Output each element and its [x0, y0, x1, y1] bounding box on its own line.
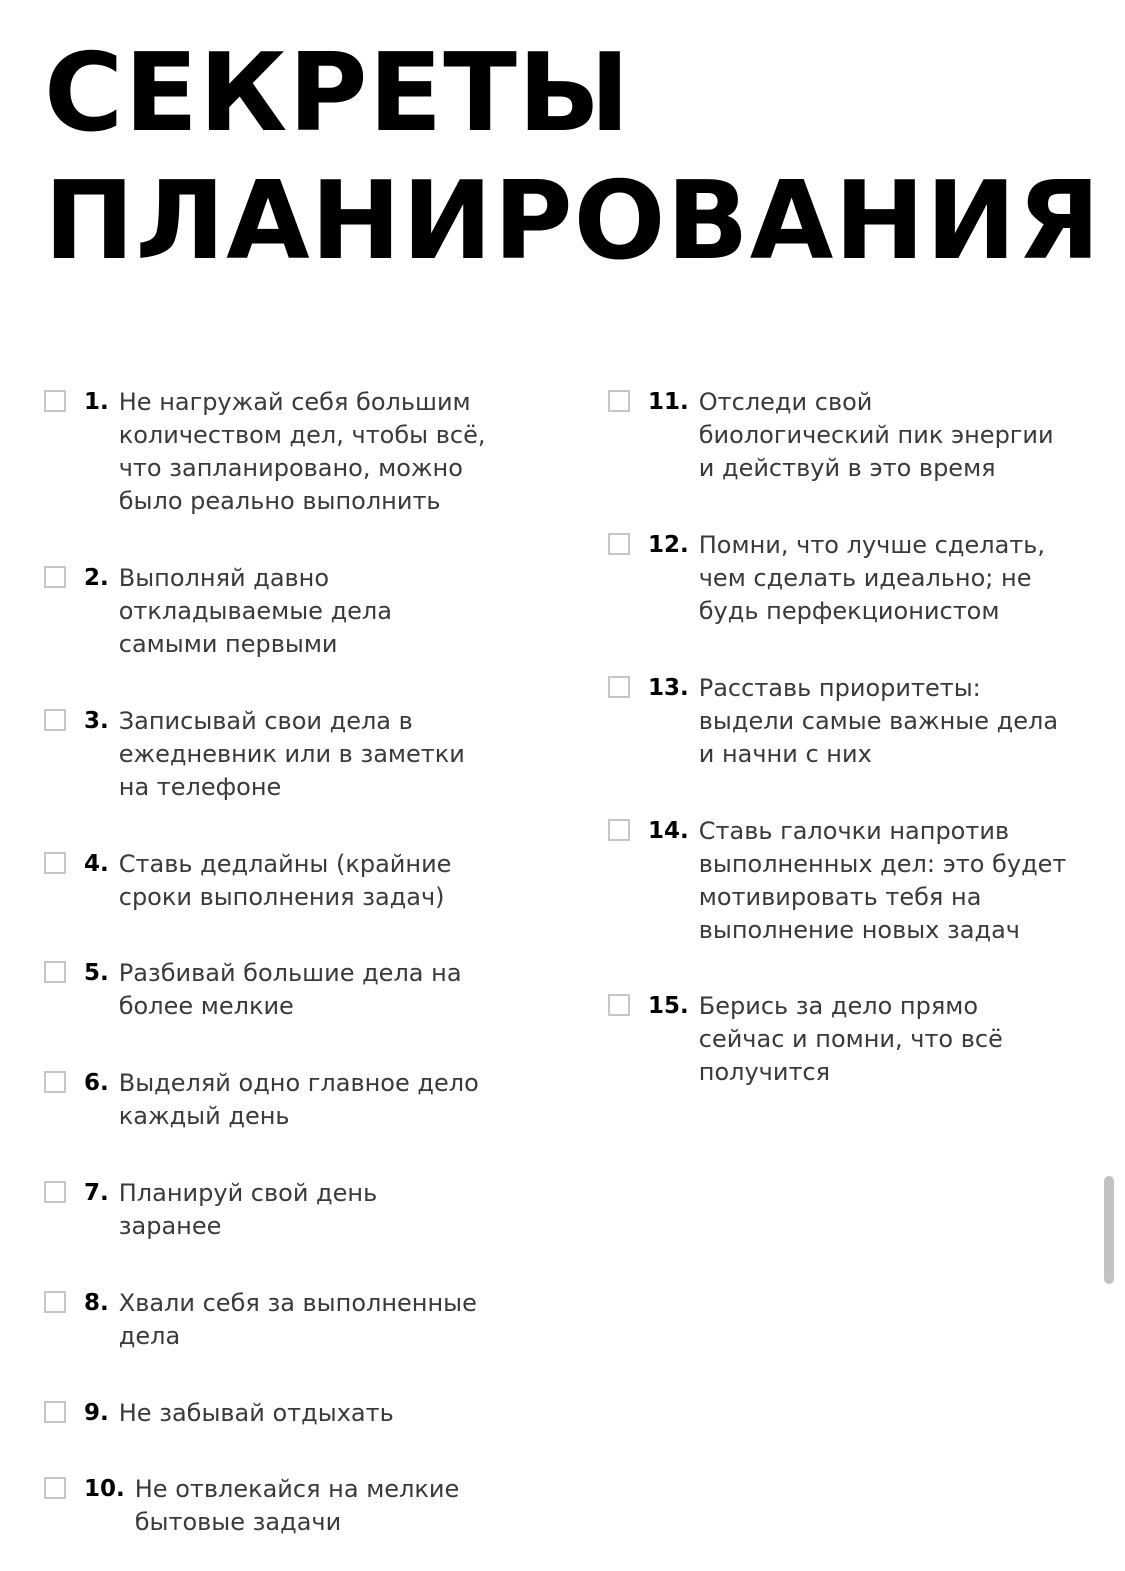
- checklist-item-13: [608, 672, 1088, 771]
- item-number: 5.: [84, 960, 109, 986]
- item-number: 12.: [648, 532, 689, 558]
- item-number: 4.: [84, 851, 109, 877]
- checklist-item-11: [608, 386, 1088, 485]
- item-text: Выделяй одно главное дело каждый день: [118, 1069, 479, 1130]
- item-number: 2.: [84, 565, 109, 591]
- checkbox-6[interactable]: [44, 1071, 66, 1093]
- checkbox-9[interactable]: [44, 1401, 66, 1423]
- item-number: 14.: [648, 818, 689, 844]
- checklist-item-5: [44, 957, 524, 1023]
- item-text: Разбивай большие дела на более мелкие: [118, 959, 462, 1020]
- checkbox-1[interactable]: [44, 390, 66, 412]
- item-text: Берись за дело прямо сейчас и помни, что всё получится: [698, 992, 1003, 1086]
- item-text: Помни, что лучше сделать, чем сделать идеально; не будь перфекционистом: [698, 531, 1046, 625]
- checkbox-13[interactable]: [608, 676, 630, 698]
- item-number: 13.: [648, 675, 689, 701]
- checklist-item-6: [44, 1067, 524, 1133]
- item-number: 1.: [84, 389, 109, 415]
- checkbox-5[interactable]: [44, 961, 66, 983]
- checkbox-11[interactable]: [608, 390, 630, 412]
- item-text: Не забывай отдыхать: [118, 1399, 394, 1427]
- checkbox-10[interactable]: [44, 1477, 66, 1499]
- checklist-item-3: [44, 705, 524, 804]
- item-text: Расставь приоритеты: выдели самые важные дела и начни с них: [698, 674, 1059, 768]
- scrollbar-thumb[interactable]: [1104, 1176, 1114, 1284]
- checkbox-4[interactable]: [44, 852, 66, 874]
- checklist-item-4: [44, 848, 524, 914]
- checkbox-14[interactable]: [608, 819, 630, 841]
- title-line-1: СЕКРЕТЫ: [44, 31, 631, 156]
- checklist-item-14: [608, 815, 1088, 947]
- checklist-item-8: [44, 1287, 524, 1353]
- checkbox-12[interactable]: [608, 533, 630, 555]
- checklist-item-12: [608, 529, 1088, 628]
- checkbox-3[interactable]: [44, 709, 66, 731]
- item-text: Не отвлекайся на мелкие бытовые задачи: [134, 1475, 460, 1536]
- checklist-item-2: [44, 562, 524, 661]
- checkbox-8[interactable]: [44, 1291, 66, 1313]
- item-text: Записывай свои дела в ежедневник или в заметки на телефоне: [118, 707, 465, 801]
- item-text: Ставь галочки напротив выполненных дел: это будет мотивировать тебя на выполнение новых задач: [698, 817, 1067, 944]
- item-number: 15.: [648, 993, 689, 1019]
- item-text: Выполняй давно откладываемые дела самыми первыми: [118, 564, 392, 658]
- title-line-2: ПЛАНИРОВАНИЯ: [44, 159, 1102, 284]
- item-number: 8.: [84, 1290, 109, 1316]
- checklist-item-7: [44, 1177, 524, 1243]
- item-text: Хвали себя за выполненные дела: [118, 1289, 477, 1350]
- item-number: 10.: [84, 1476, 125, 1502]
- checklist-item-15: [608, 990, 1088, 1089]
- item-number: 3.: [84, 708, 109, 734]
- checkbox-7[interactable]: [44, 1181, 66, 1203]
- checklist-item-1: [44, 386, 524, 518]
- checklist-item-10: [44, 1473, 524, 1539]
- checkbox-2[interactable]: [44, 566, 66, 588]
- page-title: [44, 30, 1101, 286]
- checkbox-15[interactable]: [608, 994, 630, 1016]
- item-number: 11.: [648, 389, 689, 415]
- item-text: Не нагружай себя большим количеством дел, чтобы всё, что запланировано, можно было реально выполнить: [118, 388, 486, 515]
- item-text: Ставь дедлайны (крайние сроки выполнения задач): [118, 850, 452, 911]
- item-number: 9.: [84, 1400, 109, 1426]
- item-number: 7.: [84, 1180, 109, 1206]
- item-text: Отследи свой биологический пик энергии и действуй в это время: [698, 388, 1054, 482]
- item-text: Планируй свой день заранее: [118, 1179, 378, 1240]
- checklist-item-9: [44, 1397, 524, 1430]
- item-number: 6.: [84, 1070, 109, 1096]
